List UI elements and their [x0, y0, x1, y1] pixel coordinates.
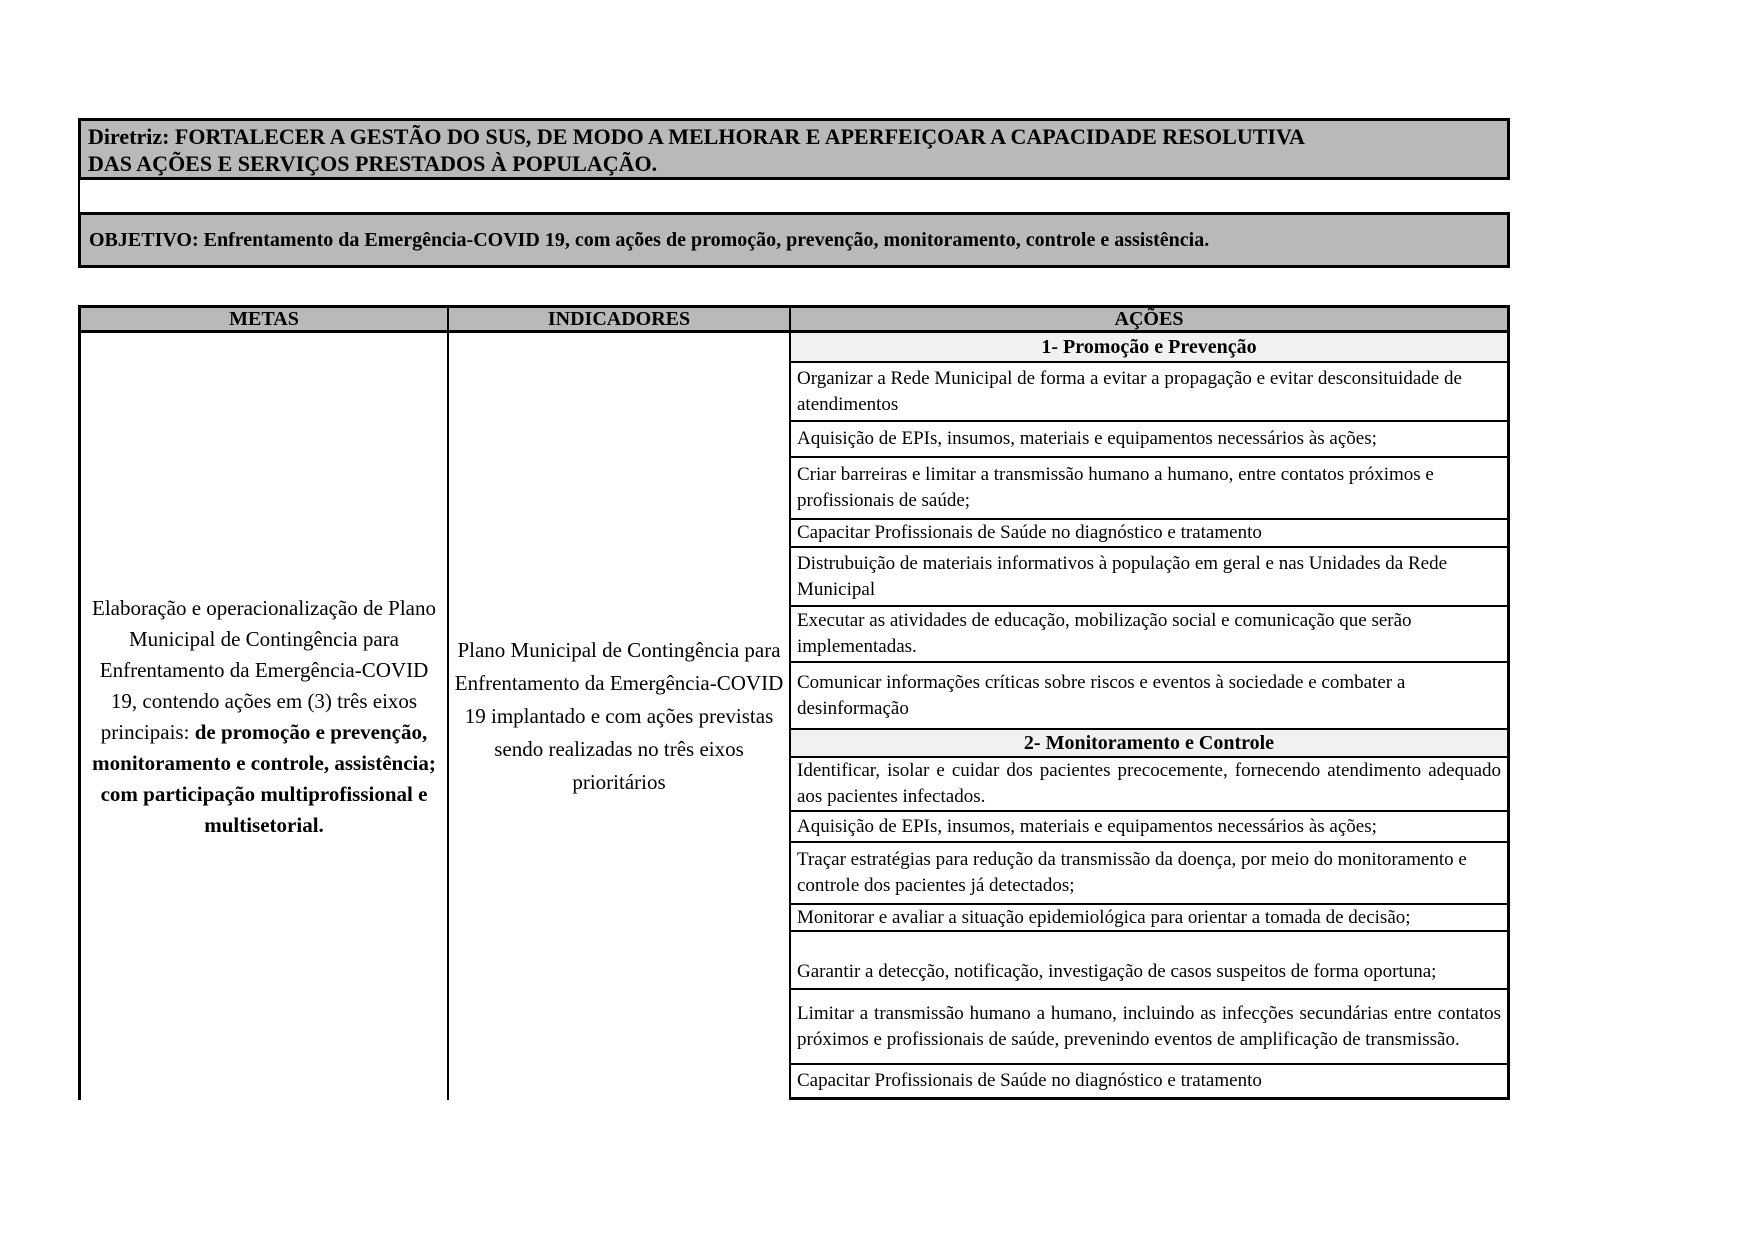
acoes-row-text: Executar as atividades de educação, mobilização social e comunicação que serão implementadas.	[797, 610, 1412, 657]
acoes-action-row	[791, 548, 1507, 607]
acoes-action-row	[791, 1065, 1507, 1100]
acoes-action-row	[791, 905, 1507, 932]
acoes-rows	[791, 333, 1507, 1100]
acoes-action-row	[791, 758, 1507, 812]
metas-text-bold: de promoção e prevenção, monitoramento e controle, assistência; com participação multiprofissional e multisetorial.	[92, 719, 436, 837]
acoes-header: AÇÕES	[791, 305, 1507, 333]
acoes-row-text: Capacitar Profissionais de Saúde no diagnóstico e tratamento	[797, 522, 1262, 543]
acoes-row-text: Identificar, isolar e cuidar dos pacientes precocemente, fornecendo atendimento adequado aos pacientes infectados.	[797, 760, 1501, 807]
acoes-row-text: 2- Monitoramento e Controle	[1023, 731, 1275, 754]
metas-cell	[81, 333, 447, 1100]
acoes-row-text: Distrubuição de materiais informativos à população em geral e nas Unidades da Rede Municipal	[797, 552, 1447, 600]
objetivo-text: OBJETIVO: Enfrentamento da Emergência-COVID 19, com ações de promoção, prevenção, monitoramento, controle e assistência.	[89, 228, 1210, 251]
acoes-action-row	[791, 990, 1507, 1065]
acoes-row-text: Capacitar Profissionais de Saúde no diagnóstico e tratamento	[797, 1070, 1262, 1091]
acoes-row-text: Criar barreiras e limitar a transmissão humano a humano, entre contatos próximos e profissionais de saúde;	[797, 464, 1434, 511]
acoes-action-row	[791, 663, 1507, 730]
acoes-action-row	[791, 843, 1507, 905]
acoes-row-text: Comunicar informações críticas sobre riscos e eventos à sociedade e combater a desinformação	[797, 671, 1406, 719]
acoes-row-text: Garantir a detecção, notificação, investigação de casos suspeitos de forma oportuna;	[797, 961, 1437, 982]
diretriz-line-2: DAS AÇÕES E SERVIÇOS PRESTADOS À POPULAÇÃO.	[88, 151, 658, 176]
acoes-row-text: Traçar estratégias para redução da transmissão da doença, por meio do monitoramento e controle dos pacientes já detectados;	[797, 849, 1467, 896]
metas-text-normal: Elaboração e operacionalização de Plano Municipal de Contingência para Enfrentamento da Emergência-COVID 19, contendo ações em (3) três eixos principais:	[92, 595, 436, 744]
spacer-row	[78, 180, 1510, 212]
acoes-section-header-row	[791, 333, 1507, 363]
main-table	[78, 305, 1510, 1100]
indicadores-cell	[449, 333, 789, 1100]
column-indicadores	[447, 305, 789, 1100]
acoes-action-row	[791, 422, 1507, 458]
indicadores-header: INDICADORES	[449, 305, 789, 333]
acoes-row-text: Organizar a Rede Municipal de forma a evitar a propagação e evitar desconsituidade de atendimentos	[797, 367, 1462, 415]
column-acoes	[789, 305, 1510, 1100]
acoes-action-row	[791, 932, 1507, 990]
metas-text	[81, 593, 447, 841]
acoes-row-text: Aquisição de EPIs, insumos, materiais e equipamentos necessários às ações;	[797, 428, 1377, 449]
acoes-action-row	[791, 607, 1507, 663]
objetivo-box	[78, 212, 1510, 268]
acoes-row-text: Limitar a transmissão humano a humano, incluindo as infecções secundárias entre contatos próximos e profissionais de saúde, prevenindo eventos de amplificação de transmissão.	[797, 1002, 1501, 1050]
diretriz-line-1: Diretriz: FORTALECER A GESTÃO DO SUS, DE MODO A MELHORAR E APERFEIÇOAR A CAPACIDADE RESOLUTIVA	[88, 124, 1305, 149]
acoes-row-text: Aquisição de EPIs, insumos, materiais e equipamentos necessários às ações;	[797, 815, 1377, 837]
acoes-row-text: Monitorar e avaliar a situação epidemiológica para orientar a tomada de decisão;	[797, 906, 1411, 928]
acoes-action-row	[791, 520, 1507, 548]
column-metas	[78, 305, 447, 1100]
diretriz-box	[78, 118, 1510, 180]
metas-header: METAS	[81, 305, 447, 333]
acoes-row-text: 1- Promoção e Prevenção	[1041, 335, 1257, 358]
acoes-action-row	[791, 363, 1507, 422]
acoes-section-header-row	[791, 730, 1507, 758]
indicadores-text: Plano Municipal de Contingência para Enfrentamento da Emergência-COVID 19 implantado e com ações previstas sendo realizadas no três eixos prioritários	[454, 638, 784, 794]
acoes-action-row	[791, 812, 1507, 843]
acoes-action-row	[791, 458, 1507, 520]
